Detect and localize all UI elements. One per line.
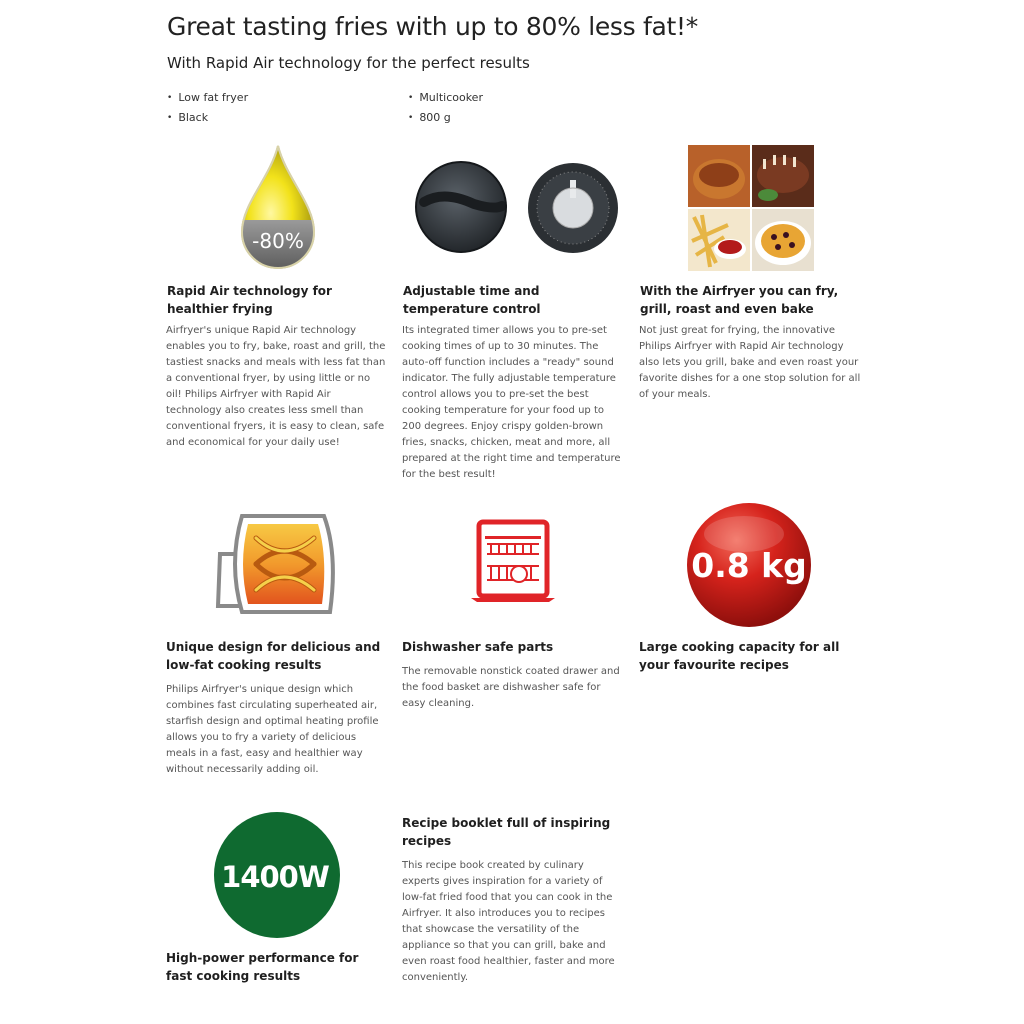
power-value: 1400W xyxy=(221,860,329,894)
feature-description: Philips Airfryer's unique design which combines fast circulating superheated air, starfish design and optimal heating profile allows you to fry a variety of delicious meals in a fast, easy and healthier way without necessarily adding oil. xyxy=(166,684,379,775)
food-collage-image xyxy=(688,145,814,271)
spec-item: • Multicooker xyxy=(408,91,483,104)
feature-title: With the Airfryer you can fry, grill, roast and even bake xyxy=(640,284,839,316)
feature-title: Unique design for delicious and low-fat cooking results xyxy=(166,640,381,672)
airflow-icon xyxy=(214,514,340,616)
feature-title: Large cooking capacity for all your favourite recipes xyxy=(639,640,840,672)
feature-title: Adjustable time and temperature control xyxy=(403,284,541,316)
spec-item: • Low fat fryer xyxy=(167,91,248,104)
capacity-badge xyxy=(686,502,812,628)
feature-title: Rapid Air technology for healthier frying xyxy=(167,284,332,316)
power-badge xyxy=(214,812,340,938)
page-title: Great tasting fries with up to 80% less fat!* xyxy=(167,12,698,41)
feature-description: Its integrated timer allows you to pre-set cooking times of up to 30 minutes. The auto-off function includes a "ready" sound indicator. The fully adjustable temperature control allows you to pre-set the best cooking temperature for your food up to 200 degrees. Enjoy crispy golden-brown fries, snacks, chicken, meat and more, all prepared at the right time and temperature for the best result! xyxy=(402,325,621,480)
dishwasher-icon xyxy=(469,518,557,604)
feature-description: This recipe book created by culinary experts gives inspiration for a variety of low-fat fried food that you can cook in the Airfryer. It also introduces you to recipes that showcase the versatility of the appliance so that you can grill, bake and even roast food healthier, faster and more conveniently. xyxy=(402,860,615,983)
feature-title: High-power performance for fast cooking results xyxy=(166,951,359,983)
feature-description: Airfryer's unique Rapid Air technology enables you to fry, bake, roast and grill, the tastiest snacks and meals with less fat than a conventional fryer, by using little or no oil! Philips Airfryer with Rapid Air technology also creates less smell than conventional fryers, it is easy to clean, safe and economical for your daily use! xyxy=(166,325,386,448)
less-fat-badge: -80% xyxy=(252,229,304,253)
feature-title: Dishwasher safe parts xyxy=(402,640,554,654)
page-subtitle: With Rapid Air technology for the perfect results xyxy=(167,54,530,72)
feature-description: Not just great for frying, the innovative Philips Airfryer with Rapid Air technology also lets you grill, bake and even roast your favorite dishes for a one stop solution for all of your meals. xyxy=(639,325,861,400)
feature-title: Recipe booklet full of inspiring recipes xyxy=(402,816,611,848)
feature-description: The removable nonstick coated drawer and the food basket are dishwasher safe for easy cleaning. xyxy=(402,666,620,709)
spec-item: • 800 g xyxy=(408,111,451,124)
spec-item: • Black xyxy=(167,111,208,124)
capacity-value: 0.8 kg xyxy=(691,546,807,585)
timer-dial-icon xyxy=(414,160,509,255)
oil-drop-icon xyxy=(238,142,318,272)
temperature-dial-icon xyxy=(527,162,619,254)
